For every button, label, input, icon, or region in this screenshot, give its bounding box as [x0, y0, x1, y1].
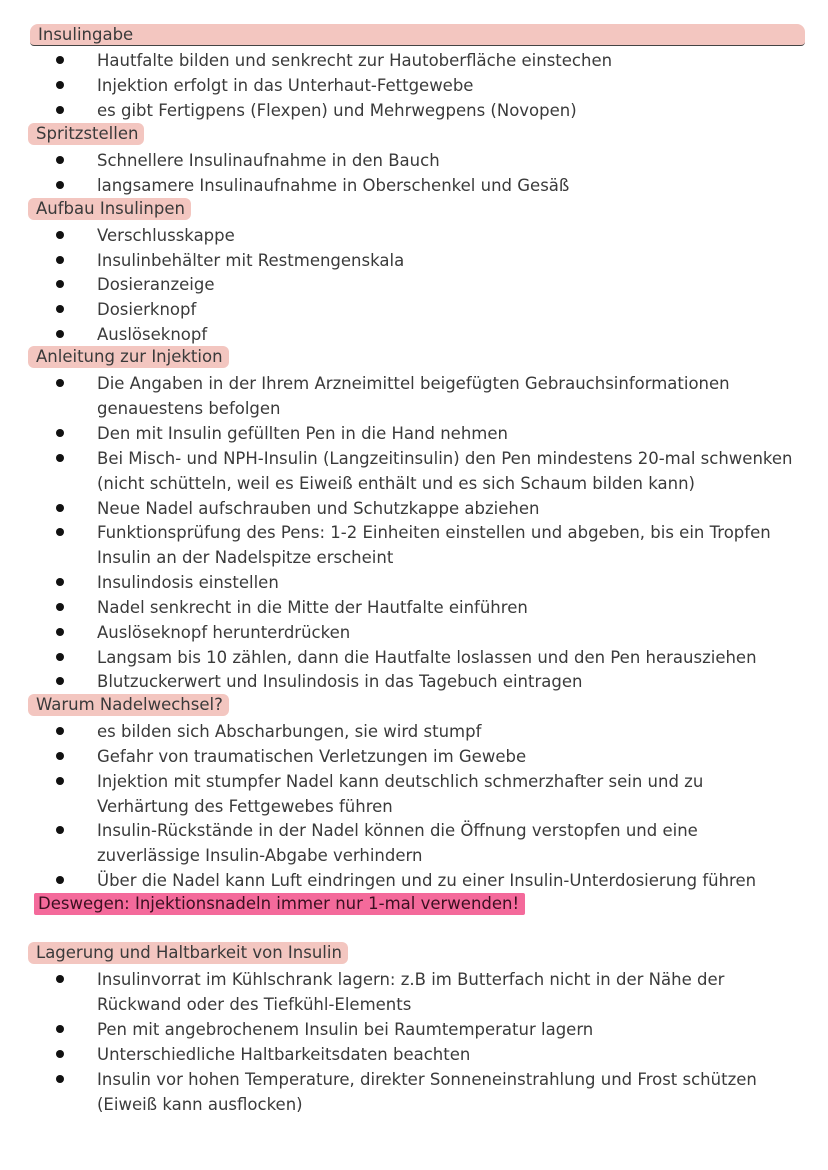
bullet-icon: [56, 231, 64, 239]
bullet-icon: [56, 975, 64, 983]
bullet-icon: [56, 826, 64, 834]
section-heading-spritzstellen: Spritzstellen: [28, 123, 144, 145]
bullet-icon: [56, 777, 64, 785]
bullet-icon: [56, 727, 64, 735]
section-heading-aufbau-insulinpen: Aufbau Insulinpen: [28, 198, 191, 220]
bullet-icon: [56, 56, 64, 64]
bullet-icon: [56, 330, 64, 338]
bullet-icon: [56, 280, 64, 288]
bullet-icon: [56, 752, 64, 760]
bullet-icon: [56, 305, 64, 313]
section-heading-warum-nadelwechsel: Warum Nadelwechsel?: [28, 694, 229, 716]
bullet-icon: [56, 603, 64, 611]
bullet-icon: [56, 1075, 64, 1083]
bullet-icon: [56, 379, 64, 387]
bullet-icon: [56, 628, 64, 636]
bullet-icon: [56, 677, 64, 685]
bullet-icon: [56, 181, 64, 189]
bullet-icon: [56, 1025, 64, 1033]
bullet-icon: [56, 653, 64, 661]
section-heading-insulingabe: Insulingabe: [30, 24, 805, 46]
bullet-icon: [56, 156, 64, 164]
bullet-icon: [56, 256, 64, 264]
bullet-icon: [56, 528, 64, 536]
section-heading-lagerung-haltbarkeit: Lagerung und Haltbarkeit von Insulin: [28, 942, 348, 964]
bullet-icon: [56, 1050, 64, 1058]
warning-note: Deswegen: Injektionsnadeln immer nur 1-mal verwenden!: [34, 893, 525, 915]
bullet-icon: [56, 454, 64, 462]
bullet-icon: [56, 429, 64, 437]
bullet-icon: [56, 81, 64, 89]
bullet-icon: [56, 876, 64, 884]
bullet-icon: [56, 504, 64, 512]
section-heading-anleitung-zur-injektion: Anleitung zur Injektion: [28, 346, 229, 368]
document-page: Insulingabe Hautfalte bilden und senkrecht zur Hautoberfläche einstechen Injektion erfolgt in das Unterhaut-Fettgewebe es gibt Fertigpens (Flexpen) und Mehrwegpens (Novopen) Spritzstellen Schnellere Insulinaufnahme in den Bauch langsamere Insulinaufnahme in Oberschenkel und Gesäß Aufbau Insulinpen Verschlusskappe Insulinbehälter mit Restmengenskala Dosieranzeige Dosierknopf Auslöseknopf Anleitung zur Injektion Die Angaben in der Ihrem Arzneimittel beigefügten Gebrauchsinformationen genauestens befolgen Den mit Insulin gefüllten Pen in die Hand nehmen Bei Misch- und NPH-Insulin (Langzeitinsulin) den Pen mindestens 20-mal schwenken (nicht schütteln, weil es Eiweiß enthält und es sich Schaum bilden kann) Neue Nadel aufschrauben und Schutzkappe abziehen Funktionsprüfung des Pens: 1-2 Einheiten einstellen und abgeben, bis ein Tropfen Insulin an der Nadelspitze erscheint Insulindosis einstellen Nadel senkrecht in die Mitte der Hautfalte einführen Auslöseknopf herunterdrücken Langsam bis 10 zählen, dann die Hautfalte loslassen und den Pen herausziehen Blutzuckerwert und Insulindosis in das Tagebuch eintragen Warum Nadelwechsel? es bilden sich Abscharbungen, sie wird stumpf Gefahr von traumatischen Verletzungen im Gewebe Injektion mit stumpfer Nadel kann deutschlich schmerzhafter sein und zu Verhärtung des Fettgewebes führen Insulin-Rückstände in der Nadel können die Öffnung verstopfen und eine zuverlässige Insulin-Abgabe verhindern Über die Nadel kann Luft eindringen und zu einer Insulin-Unterdosierung führen Deswegen: Injektionsnadeln immer nur 1-mal verwenden! Lagerung und Haltbarkeit von Insulin Insulinvorrat im Kühlschrank lagern: z.B im Butterfach nicht in der Nähe der Rückwand oder des Tiefkühl-Elements Pen mit angebrochenem Insulin bei Raumtemperatur lagern Unterschiedliche Haltbarkeitsdaten beachten Insulin vor hohen Temperature, direkter Sonneneinstrahlung und Frost schützen (Eiweiß kann ausflocken): [0, 0, 828, 1170]
bullet-icon: [56, 106, 64, 114]
bullet-icon: [56, 578, 64, 586]
